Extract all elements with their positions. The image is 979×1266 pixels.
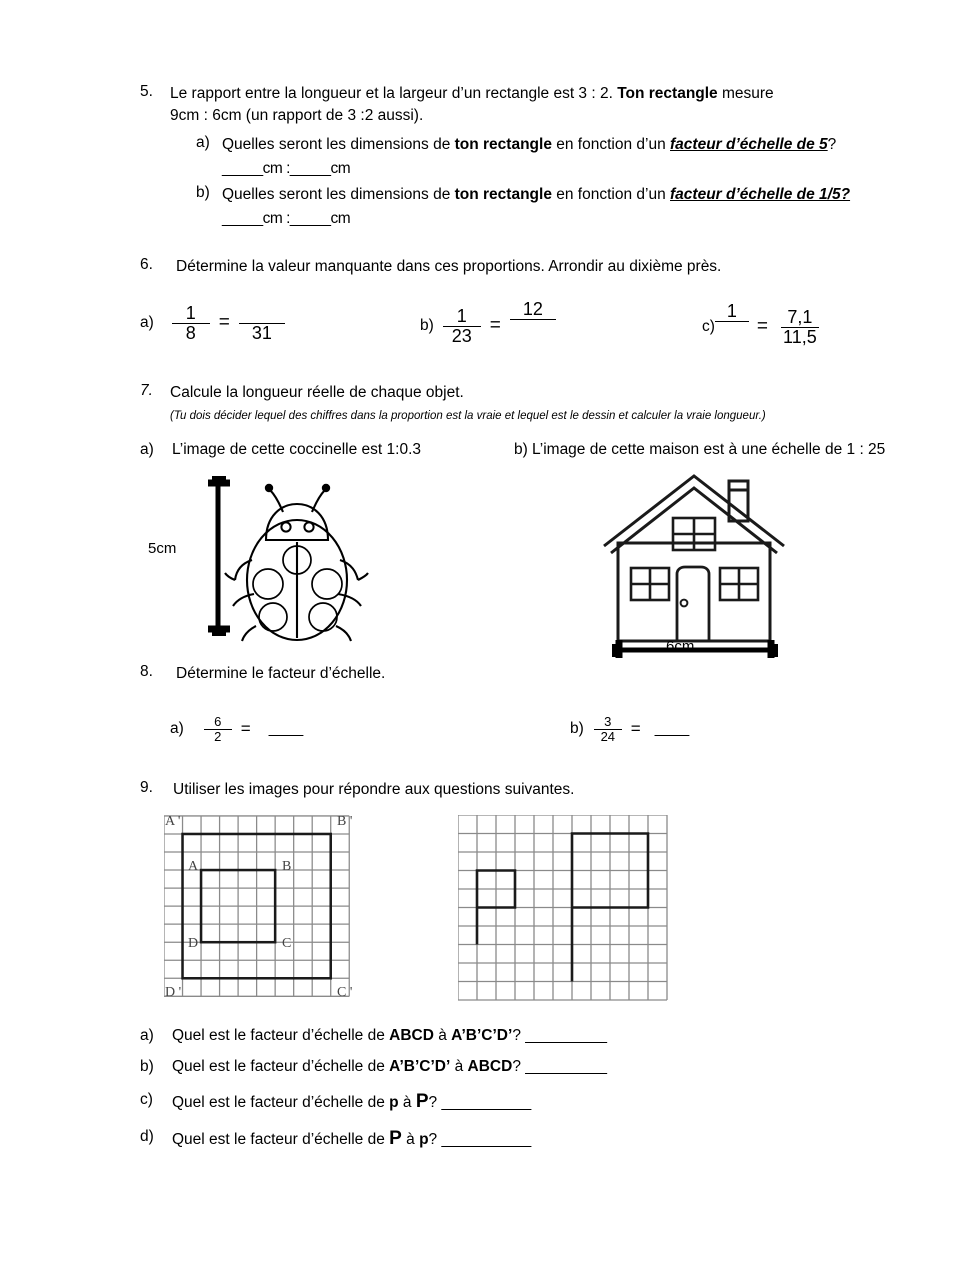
question-6 [140, 256, 860, 278]
q6a-left-numerator: 1 [172, 304, 210, 324]
q6a-left-denominator: 8 [185, 322, 196, 343]
q5a-text [222, 134, 836, 181]
q9b-part2: ? [512, 1058, 521, 1075]
q9d-mid: à [401, 1131, 420, 1148]
q9b-bold2: ABCD [467, 1058, 513, 1075]
q9b-bold1: A’B’C’D’ [389, 1058, 451, 1075]
q5b-part2: en fonction d’un [551, 186, 671, 203]
q8-item-a [170, 715, 303, 743]
q6a-right-numerator[interactable] [239, 304, 285, 324]
q9c-bold1: p [389, 1094, 399, 1111]
squares-grid-drawing [164, 815, 359, 1007]
letter-p-grid-figure [458, 815, 670, 1007]
q6a-equals: = [218, 312, 230, 334]
question-7-note: (Tu dois décider lequel des chiffres dans la proportion est la vraie et lequel est le dessin et calculer la vraie longueur.) [170, 410, 766, 423]
label-B: B [282, 859, 292, 874]
letter-p-grid-drawing [458, 815, 670, 1007]
q9a-answer-line[interactable]: __________ [525, 1027, 607, 1044]
question-8-text: Détermine le facteur d’échelle. [176, 665, 386, 682]
question-9c [140, 1091, 531, 1113]
q6a-label: a) [140, 314, 154, 332]
q9b-text [172, 1058, 606, 1076]
question-7 [140, 382, 960, 425]
q8b-equals: = [630, 719, 641, 739]
q6c-equals: = [756, 316, 769, 338]
ladybug-figure [140, 468, 400, 648]
q6b-label: b) [420, 317, 434, 335]
question-9b [140, 1058, 606, 1076]
q9c-part2: ? [428, 1094, 438, 1111]
q5b-part1: Quelles seront les dimensions de [222, 186, 455, 203]
q6b-equals: = [489, 315, 501, 337]
q5-line1-bold: Ton rectangle [617, 85, 718, 102]
q8b-answer-line[interactable]: ____ [654, 720, 690, 738]
q9c-answer-line[interactable]: ___________ [441, 1094, 531, 1111]
grid-lines [164, 816, 349, 996]
ladybug-drawing [140, 468, 400, 648]
q6b-right-fraction[interactable] [510, 300, 556, 339]
squares-grid-figure [164, 815, 359, 1007]
q5a-part3: ? [827, 136, 837, 153]
q7b-text: L’image de cette maison est à une échelle de 1 : 25 [532, 441, 886, 458]
q9d-bold2: p [419, 1131, 429, 1148]
q9b-mid: à [450, 1058, 468, 1075]
q8a-equals: = [240, 719, 251, 739]
question-7-text: Calcule la longueur réelle de chaque objet. [170, 384, 464, 401]
q9a-label: a) [140, 1027, 154, 1044]
q9b-label: b) [140, 1058, 154, 1075]
q7a-label: a) [140, 441, 154, 458]
q5a-part1: Quelles seront les dimensions de [222, 136, 455, 153]
label-B-prime: B ' [337, 814, 353, 829]
question-5-text [170, 83, 840, 128]
ladybug-eye-right [304, 522, 313, 531]
q9d-bold1: P [389, 1128, 402, 1149]
q6c-left-fraction[interactable] [715, 302, 749, 341]
question-5 [140, 83, 840, 128]
q5b-text [222, 184, 850, 231]
q5b-emph: facteur d’échelle de 1/5? [670, 186, 851, 203]
question-9d [140, 1128, 531, 1150]
q6a-right-denominator: 31 [251, 322, 272, 343]
q5a-part2: en fonction d’un [551, 136, 671, 153]
q6c-left-denominator[interactable] [715, 322, 749, 341]
q9a-part1: Quel est le facteur d’échelle de [172, 1027, 390, 1044]
q6b-right-numerator: 12 [510, 300, 556, 320]
q5a-bold: ton rectangle [454, 136, 552, 153]
question-7b [514, 441, 885, 459]
q6c-label: c) [702, 318, 715, 336]
q9a-mid: à [433, 1027, 452, 1044]
question-5-number: 5. [140, 83, 153, 100]
question-7-body [170, 382, 960, 425]
q6a-left-fraction [172, 304, 210, 343]
q7a-text: L’image de cette coccinelle est 1:0.3 [172, 441, 422, 458]
q9d-label: d) [140, 1128, 154, 1145]
q8b-numerator: 3 [594, 715, 622, 730]
question-6-number: 6. [140, 256, 153, 273]
question-6-text: Détermine la valeur manquante dans ces proportions. Arrondir au dixième près. [176, 258, 722, 275]
q9b-part1: Quel est le facteur d’échelle de [172, 1058, 390, 1075]
q8a-numerator: 6 [204, 715, 232, 730]
q9c-bold2: P [415, 1091, 429, 1112]
label-C: C [282, 936, 292, 951]
q5-line1-part2: mesure [717, 85, 774, 102]
q5b-bold: ton rectangle [454, 186, 552, 203]
house-drawing [596, 468, 826, 658]
q8b-fraction [594, 715, 622, 743]
question-5a [196, 134, 856, 181]
q9c-label: c) [140, 1091, 153, 1108]
question-7-number: 7. [140, 382, 153, 399]
q8-item-b [570, 715, 689, 743]
q6c-right-numerator: 7,1 [781, 308, 819, 328]
ladybug-antenna-tip-right [322, 484, 330, 492]
q6-item-b [420, 300, 559, 353]
q5-line1-part1: Le rapport entre la longueur et la largeur d’un rectangle est 3 : 2. [170, 85, 618, 102]
q8a-label: a) [170, 720, 184, 738]
q5-line2: 9cm : 6cm (un rapport de 3 :2 aussi). [170, 107, 424, 125]
q9b-answer-line[interactable]: __________ [525, 1058, 607, 1075]
label-A: A [188, 859, 199, 874]
house-figure [596, 468, 826, 658]
q9a-part2: ? [512, 1027, 521, 1044]
q9a-bold1: ABCD [389, 1027, 434, 1044]
house-window-attic [673, 518, 715, 550]
q8a-answer-line[interactable]: ____ [268, 720, 304, 738]
house-window-left [631, 568, 669, 600]
q9c-text [172, 1091, 531, 1113]
q9a-text [172, 1027, 606, 1045]
q8a-fraction [204, 715, 232, 743]
ladybug-eye-left [281, 522, 290, 531]
q5b-label: b) [196, 184, 210, 201]
q6b-left-numerator: 1 [443, 307, 481, 327]
question-9a [140, 1027, 606, 1045]
question-9-number: 9. [140, 779, 153, 796]
q5b-answer-line[interactable]: _____cm :_____cm [222, 210, 351, 228]
q6b-left-denominator: 23 [451, 325, 472, 346]
q9d-part1: Quel est le facteur d’échelle de [172, 1131, 390, 1148]
question-8 [140, 663, 860, 685]
label-D-prime: D ' [165, 985, 182, 1000]
q9d-text [172, 1128, 531, 1150]
q5a-emph: facteur d’échelle de 5 [670, 136, 828, 153]
q6-item-a [140, 304, 288, 343]
question-5b [196, 184, 876, 231]
house-window-right [720, 568, 758, 600]
q9d-part2: ? [428, 1131, 438, 1148]
label-D: D [188, 936, 199, 951]
house-measure-arrow [614, 640, 776, 658]
label-C-prime: C ' [337, 985, 353, 1000]
q9c-mid: à [398, 1094, 416, 1111]
q5a-label: a) [196, 134, 210, 151]
ladybug-measure-arrow [208, 478, 230, 634]
label-A-prime: A ' [165, 814, 181, 829]
question-9-text: Utiliser les images pour répondre aux questions suivantes. [173, 781, 575, 798]
q7b-label: b) [514, 441, 528, 458]
house-measure-label: 6cm [666, 638, 695, 655]
q6c-right-fraction [777, 308, 823, 347]
q8a-denominator: 2 [214, 728, 222, 744]
q9a-bold2: A’B’C’D’ [451, 1027, 513, 1044]
question-8-number: 8. [140, 663, 153, 680]
house-door-knob-icon [681, 600, 688, 607]
q9c-part1: Quel est le facteur d’échelle de [172, 1094, 390, 1111]
q6c-left-numerator: 1 [715, 302, 749, 322]
q6a-right-fraction[interactable] [239, 304, 285, 343]
q8b-label: b) [570, 720, 584, 738]
ladybug-antenna-tip-left [265, 484, 273, 492]
q6b-left-fraction [443, 307, 481, 346]
q6-item-c [702, 302, 826, 353]
q6b-right-denominator[interactable] [510, 320, 556, 339]
ladybug-measure-label: 5cm [148, 540, 177, 557]
question-7a [140, 441, 421, 459]
q8b-denominator: 24 [600, 728, 616, 744]
q9d-answer-line[interactable]: ___________ [441, 1131, 531, 1148]
q6c-right-denominator: 11,5 [783, 326, 817, 347]
question-9 [140, 779, 860, 801]
q5a-answer-line[interactable]: _____cm :_____cm [222, 160, 351, 178]
